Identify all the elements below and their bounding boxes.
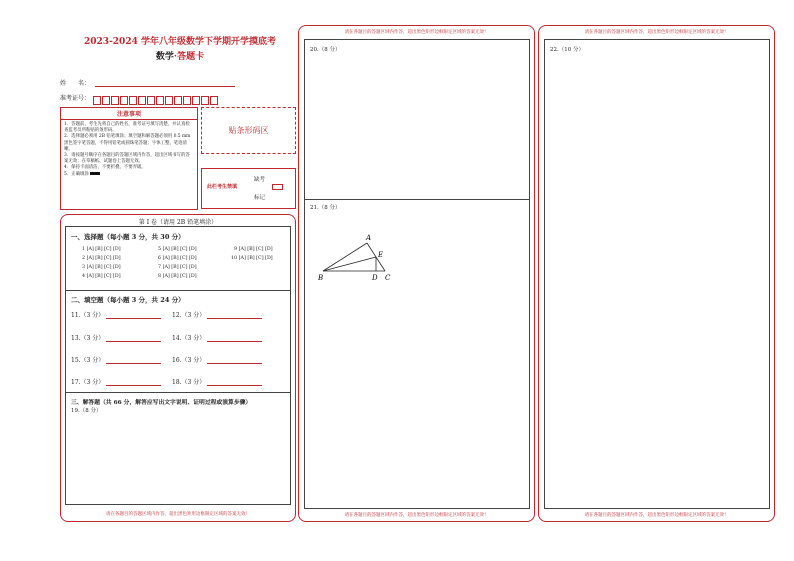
q22-answer-area[interactable] bbox=[548, 54, 766, 504]
fill-number: 15.（3 分） bbox=[71, 357, 105, 364]
notes-box bbox=[60, 107, 198, 210]
absent-note: 此栏考生禁填 bbox=[207, 184, 238, 190]
q19-label: 19.（8 分） bbox=[71, 408, 102, 414]
fill-line[interactable] bbox=[106, 311, 161, 319]
answer-frame bbox=[304, 39, 530, 509]
card-subtitle bbox=[60, 49, 300, 62]
choice-row[interactable]: 9 [A] [B] [C] [D] bbox=[234, 247, 273, 252]
exam-number-box[interactable] bbox=[183, 96, 191, 105]
notes-title: 注意事项 bbox=[61, 108, 197, 120]
q20-label: 20.（8 分） bbox=[310, 47, 341, 53]
section-divider bbox=[305, 199, 529, 200]
fill-number: 16.（3 分） bbox=[172, 357, 206, 364]
subject-label: 数学 bbox=[155, 52, 174, 62]
fill-number: 13.（3 分） bbox=[71, 335, 105, 342]
part1-panel bbox=[60, 214, 296, 522]
exam-number-box[interactable] bbox=[147, 96, 155, 105]
part1-title: 第 I 卷（请用 2B 铅笔填涂） bbox=[138, 219, 218, 226]
point-d-label: D bbox=[372, 274, 378, 282]
exam-number-label: 准考证号： bbox=[60, 95, 91, 102]
choice-row[interactable]: 1 [A] [B] [C] [D] bbox=[82, 247, 121, 252]
fill-line[interactable] bbox=[207, 378, 262, 386]
choice-row[interactable]: 8 [A] [B] [C] [D] bbox=[158, 274, 197, 279]
point-a-label: A bbox=[366, 234, 372, 242]
q20-answer-area[interactable] bbox=[308, 54, 526, 194]
card-label: 答题卡 bbox=[177, 52, 205, 62]
absent-mark-box[interactable] bbox=[272, 184, 283, 190]
fill-item[interactable] bbox=[71, 377, 161, 386]
fill-item[interactable] bbox=[71, 310, 161, 319]
note-item: 1．答题前，考生先将自己的姓名，准考证号填写清楚，并认真检查监考员所粘贴的条形码。 bbox=[64, 122, 190, 134]
name-line[interactable] bbox=[95, 86, 235, 87]
fill-number: 14.（3 分） bbox=[172, 335, 206, 342]
fill-item[interactable] bbox=[172, 377, 262, 386]
q22-label: 22.（10 分） bbox=[550, 47, 584, 53]
fill-line[interactable] bbox=[207, 334, 262, 342]
fill-line[interactable] bbox=[207, 356, 262, 364]
section-divider bbox=[66, 392, 290, 393]
choice-row[interactable]: 10 [A] [B] [C] [D] bbox=[231, 256, 273, 261]
exam-number-box[interactable] bbox=[156, 96, 164, 105]
fill-line[interactable] bbox=[106, 378, 161, 386]
choice-row[interactable]: 2 [A] [B] [C] [D] bbox=[82, 256, 121, 261]
subtitle-separator: · bbox=[173, 52, 178, 62]
note-item: 2．选择题必须用 2B 铅笔填涂；填空题和解答题必须用 0.5 mm 黑色签字笔答题，不得用铅笔或圆珠笔答题；字体工整、笔迹清晰。 bbox=[64, 134, 191, 152]
fill-line[interactable] bbox=[106, 334, 161, 342]
choice-row[interactable]: 5 [A] [B] [C] [D] bbox=[158, 247, 197, 252]
fill-item[interactable] bbox=[172, 355, 262, 364]
right-panel bbox=[538, 25, 775, 522]
exam-number-box[interactable] bbox=[129, 96, 137, 105]
middle-panel bbox=[298, 25, 535, 522]
choice-row[interactable]: 3 [A] [B] [C] [D] bbox=[82, 265, 121, 270]
fill-line[interactable] bbox=[106, 356, 161, 364]
exam-number-box[interactable] bbox=[210, 96, 218, 105]
boundary-warning: 请在各题目的答题区域内作答，超出黑色矩形边框限定区域的答案无效！ bbox=[584, 513, 729, 518]
note-item: 3．请按题号顺序在各题目的答题区域内作答，超出区域书写的答案无效；在草稿纸、试题卷上答题无效。 bbox=[64, 153, 190, 165]
name-label: 姓 名： bbox=[60, 80, 91, 87]
choice-row[interactable]: 7 [A] [B] [C] [D] bbox=[158, 265, 197, 270]
exam-number-box[interactable] bbox=[201, 96, 209, 105]
filled-mark-sample bbox=[90, 172, 100, 175]
answer-frame bbox=[65, 226, 291, 505]
choice-heading: 一、选择题（每小题 3 分，共 30 分） bbox=[71, 233, 185, 241]
point-c-label: C bbox=[385, 274, 391, 282]
q21-answer-area[interactable] bbox=[308, 280, 526, 505]
fill-line[interactable] bbox=[207, 311, 262, 319]
exam-number-box[interactable] bbox=[102, 96, 110, 105]
fill-number: 12.（3 分） bbox=[172, 312, 206, 319]
fill-number: 11.（3 分） bbox=[71, 312, 105, 319]
exam-number-box[interactable] bbox=[192, 96, 200, 105]
answer-frame bbox=[544, 39, 770, 509]
q19-answer-area[interactable] bbox=[69, 415, 287, 501]
absent-label-1: 缺考 bbox=[254, 177, 266, 183]
choice-row[interactable]: 6 [A] [B] [C] [D] bbox=[158, 256, 197, 261]
fill-heading: 二、填空题（每小题 3 分，共 24 分） bbox=[71, 296, 185, 304]
triangle-figure bbox=[313, 226, 403, 286]
fill-item[interactable] bbox=[172, 333, 262, 342]
barcode-label: 贴条形码区 bbox=[228, 126, 269, 135]
exam-number-box[interactable] bbox=[165, 96, 173, 105]
solve-heading: 三、解答题（共 66 分，解答应写出文字说明、证明过程或演算步骤） bbox=[71, 400, 252, 406]
point-e-label: E bbox=[378, 251, 384, 259]
barcode-area bbox=[201, 107, 296, 154]
boundary-warning: 请在各题目的答题区域内作答，超出黑色矩形边框限定区域的答案无效！ bbox=[344, 30, 489, 35]
fill-number: 17.（3 分） bbox=[71, 379, 105, 386]
fill-number: 18.（3 分） bbox=[172, 379, 206, 386]
exam-number-box[interactable] bbox=[120, 96, 128, 105]
note-item bbox=[64, 172, 194, 178]
exam-number-box[interactable] bbox=[174, 96, 182, 105]
section-divider bbox=[66, 290, 290, 291]
exam-number-box[interactable] bbox=[138, 96, 146, 105]
absent-box bbox=[201, 168, 296, 209]
q21-label: 21.（8 分） bbox=[310, 205, 341, 211]
fill-item[interactable] bbox=[71, 355, 161, 364]
fill-item[interactable] bbox=[71, 333, 161, 342]
segment-ba bbox=[323, 243, 367, 271]
exam-number-box[interactable] bbox=[111, 96, 119, 105]
exam-title: 2023-2024 学年八年级数学下学期开学摸底考 bbox=[84, 37, 276, 47]
boundary-warning: 请在各题目的答题区域内作答，超出黑色矩形边框限定区域的答案无效！ bbox=[344, 513, 489, 518]
segment-be bbox=[323, 257, 376, 271]
note-item: 4．保持卡面清洁，不要折叠、不要弄破。 bbox=[64, 165, 146, 171]
fill-item[interactable] bbox=[172, 310, 262, 319]
point-b-label: B bbox=[318, 274, 324, 282]
absent-label-2: 标记 bbox=[254, 195, 266, 201]
correct-fill-label: 5．正确填涂 bbox=[64, 171, 89, 177]
boundary-warning: 请在各题目的答题区域内作答，超出黑色矩形边框限定区域的答案无效！ bbox=[106, 512, 250, 517]
choice-row[interactable]: 4 [A] [B] [C] [D] bbox=[82, 274, 121, 279]
boundary-warning: 请在各题目的答题区域内作答，超出黑色矩形边框限定区域的答案无效！ bbox=[584, 30, 729, 35]
exam-number-box[interactable] bbox=[93, 96, 101, 105]
